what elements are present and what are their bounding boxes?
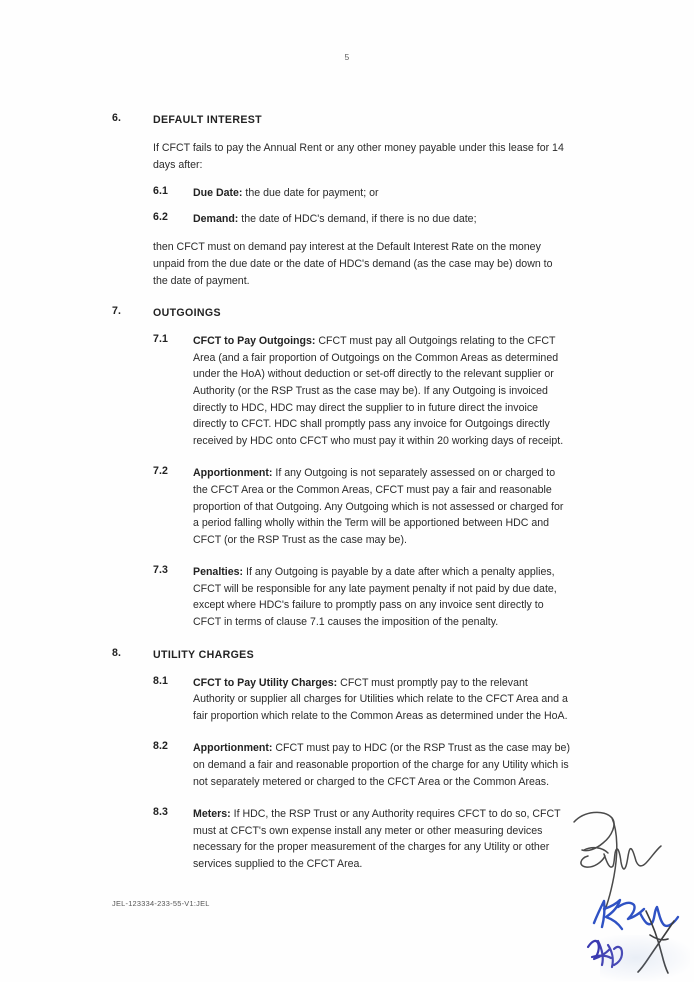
clause-7-2 [0,465,694,548]
clause-6-intro-row [0,140,694,173]
clause-7-1-number: 7.1 [153,333,169,346]
clause-6-2-body: the date of HDC's demand, if there is no due date; [241,212,477,225]
clause-6-outro-row [0,239,694,289]
clause-8-1-number: 8.1 [153,674,169,687]
spacer [0,173,694,185]
clause-8-1-text [112,675,570,725]
clause-6-2 [0,211,694,228]
spacer [0,289,694,305]
clause-6-1-number: 6.1 [153,185,169,198]
clause-8-1-lead: CFCT to Pay Utility Charges: [193,676,338,689]
clause-8-2-text [112,740,570,790]
footer-reference: JEL-123334-233-55-V1:JEL [112,899,210,908]
clause-8-2-lead: Apportionment: [193,742,273,755]
clause-7-3-number: 7.3 [153,564,169,577]
clause-6-2-text [112,211,570,228]
spacer [0,548,694,564]
spacer [0,321,694,333]
clause-8-3-number: 8.3 [153,806,169,819]
clause-8-number: 8. [112,646,122,659]
clause-7-3-lead: Penalties: [193,566,244,579]
clause-8-2 [0,740,694,790]
clause-7-2-number: 7.2 [153,465,169,478]
spacer [0,227,694,239]
spacer [0,724,694,740]
clause-7-3-text [112,564,570,630]
clause-8-1 [0,675,694,725]
clause-7-1-body: CFCT must pay all Outgoings relating to the CFCT Area (and a fair proportion of Outgoings on the Common Areas as determined under the HoA) without deduction or set-off directly to the relevant supplier or Authority (or the RSP Trust as the case may be). If any Outgoing is invoiced directly to HDC, HDC may direct the supplier to in future direct the invoice directly to CFCT. HDC shall promptly pass any invoice for Outgoings directly received by HDC onto CFCT who must pay it within 20 working days of receipt. [193,335,564,447]
clause-8-3-body: If HDC, the RSP Trust or any Authority requires CFCT to do so, CFCT must at CFCT's own expense install any meter or other measuring devices necessary for the proper measurement of the charges for any Utility or other services supplied to the CFCT Area. [193,808,561,870]
clause-6-1-lead: Due Date: [193,187,243,200]
page-number: 5 [344,52,350,62]
clause-7-1 [0,333,694,449]
clause-7-3 [0,564,694,630]
clause-7-2-lead: Apportionment: [193,467,273,480]
spacer [0,790,694,806]
clause-8-1-body: CFCT must promptly pay to the relevant Authority or supplier all charges for Utilities which relate to the CFCT Area and a fair proportion which relate to the Common Areas as determined under the HoA. [193,676,568,722]
clause-7-number: 7. [112,305,122,318]
clause-7-3-body: If any Outgoing is payable by a date after which a penalty applies, CFCT will be responsible for any late payment penalty if not paid by due date, except where HDC's failure to promptly pass on any invoice sent directly to CFCT in terms of clause 7.1 causes the imposition of the penalty. [193,566,557,629]
spacer [0,449,694,465]
clause-7-1-text [112,333,570,449]
clause-8-3-lead: Meters: [193,808,231,821]
clause-6-outro: then CFCT must on demand pay interest at the Default Interest Rate on the money unpaid from the due date or the date of HDC's demand (as the case may be) down to the date of payment. [153,241,553,287]
clause-8 [0,647,694,663]
clause-6 [0,112,694,128]
clause-6-2-number: 6.2 [153,210,169,223]
clause-7-title: OUTGOINGS [153,307,221,320]
spacer [0,128,694,140]
clause-8-2-number: 8.2 [153,740,169,753]
ink-smudge [600,935,690,981]
clause-7-2-body: If any Outgoing is not separately assessed on or charged to the CFCT Area or the Common Areas, CFCT must pay a fair and reasonable proportion of that Outgoing. Any Outgoing which is not assessed or charged for a period falling wholly within the Term will be apportioned between HDC and CFCT (or the RSP Trust as the case may be). [193,467,564,546]
clause-8-3-text [112,806,570,872]
clause-8-2-body: CFCT must pay to HDC (or the RSP Trust as the case may be) on demand a fair and reasonable proportion of the charge for any Utility which is not separately metered or charged to the CFCT Area or the Common Areas. [193,742,570,788]
spacer [0,663,694,675]
spacer [0,631,694,647]
clause-6-2-lead: Demand: [193,212,239,225]
clause-6-1-body: the due date for payment; or [245,187,379,200]
clause-6-1-text [112,185,570,202]
clause-8-3 [0,806,694,872]
clause-8-title: UTILITY CHARGES [153,648,254,661]
clause-6-number: 6. [112,112,122,124]
clause-7-1-lead: CFCT to Pay Outgoings: [193,335,316,348]
clause-7 [0,305,694,321]
document-body [0,112,694,873]
spacer [0,202,694,211]
clause-6-1 [0,185,694,202]
clause-6-title: DEFAULT INTEREST [153,114,262,126]
clause-6-intro: If CFCT fails to pay the Annual Rent or any other money payable under this lease for 14 days after: [153,142,564,171]
clause-7-2-text [112,465,570,548]
